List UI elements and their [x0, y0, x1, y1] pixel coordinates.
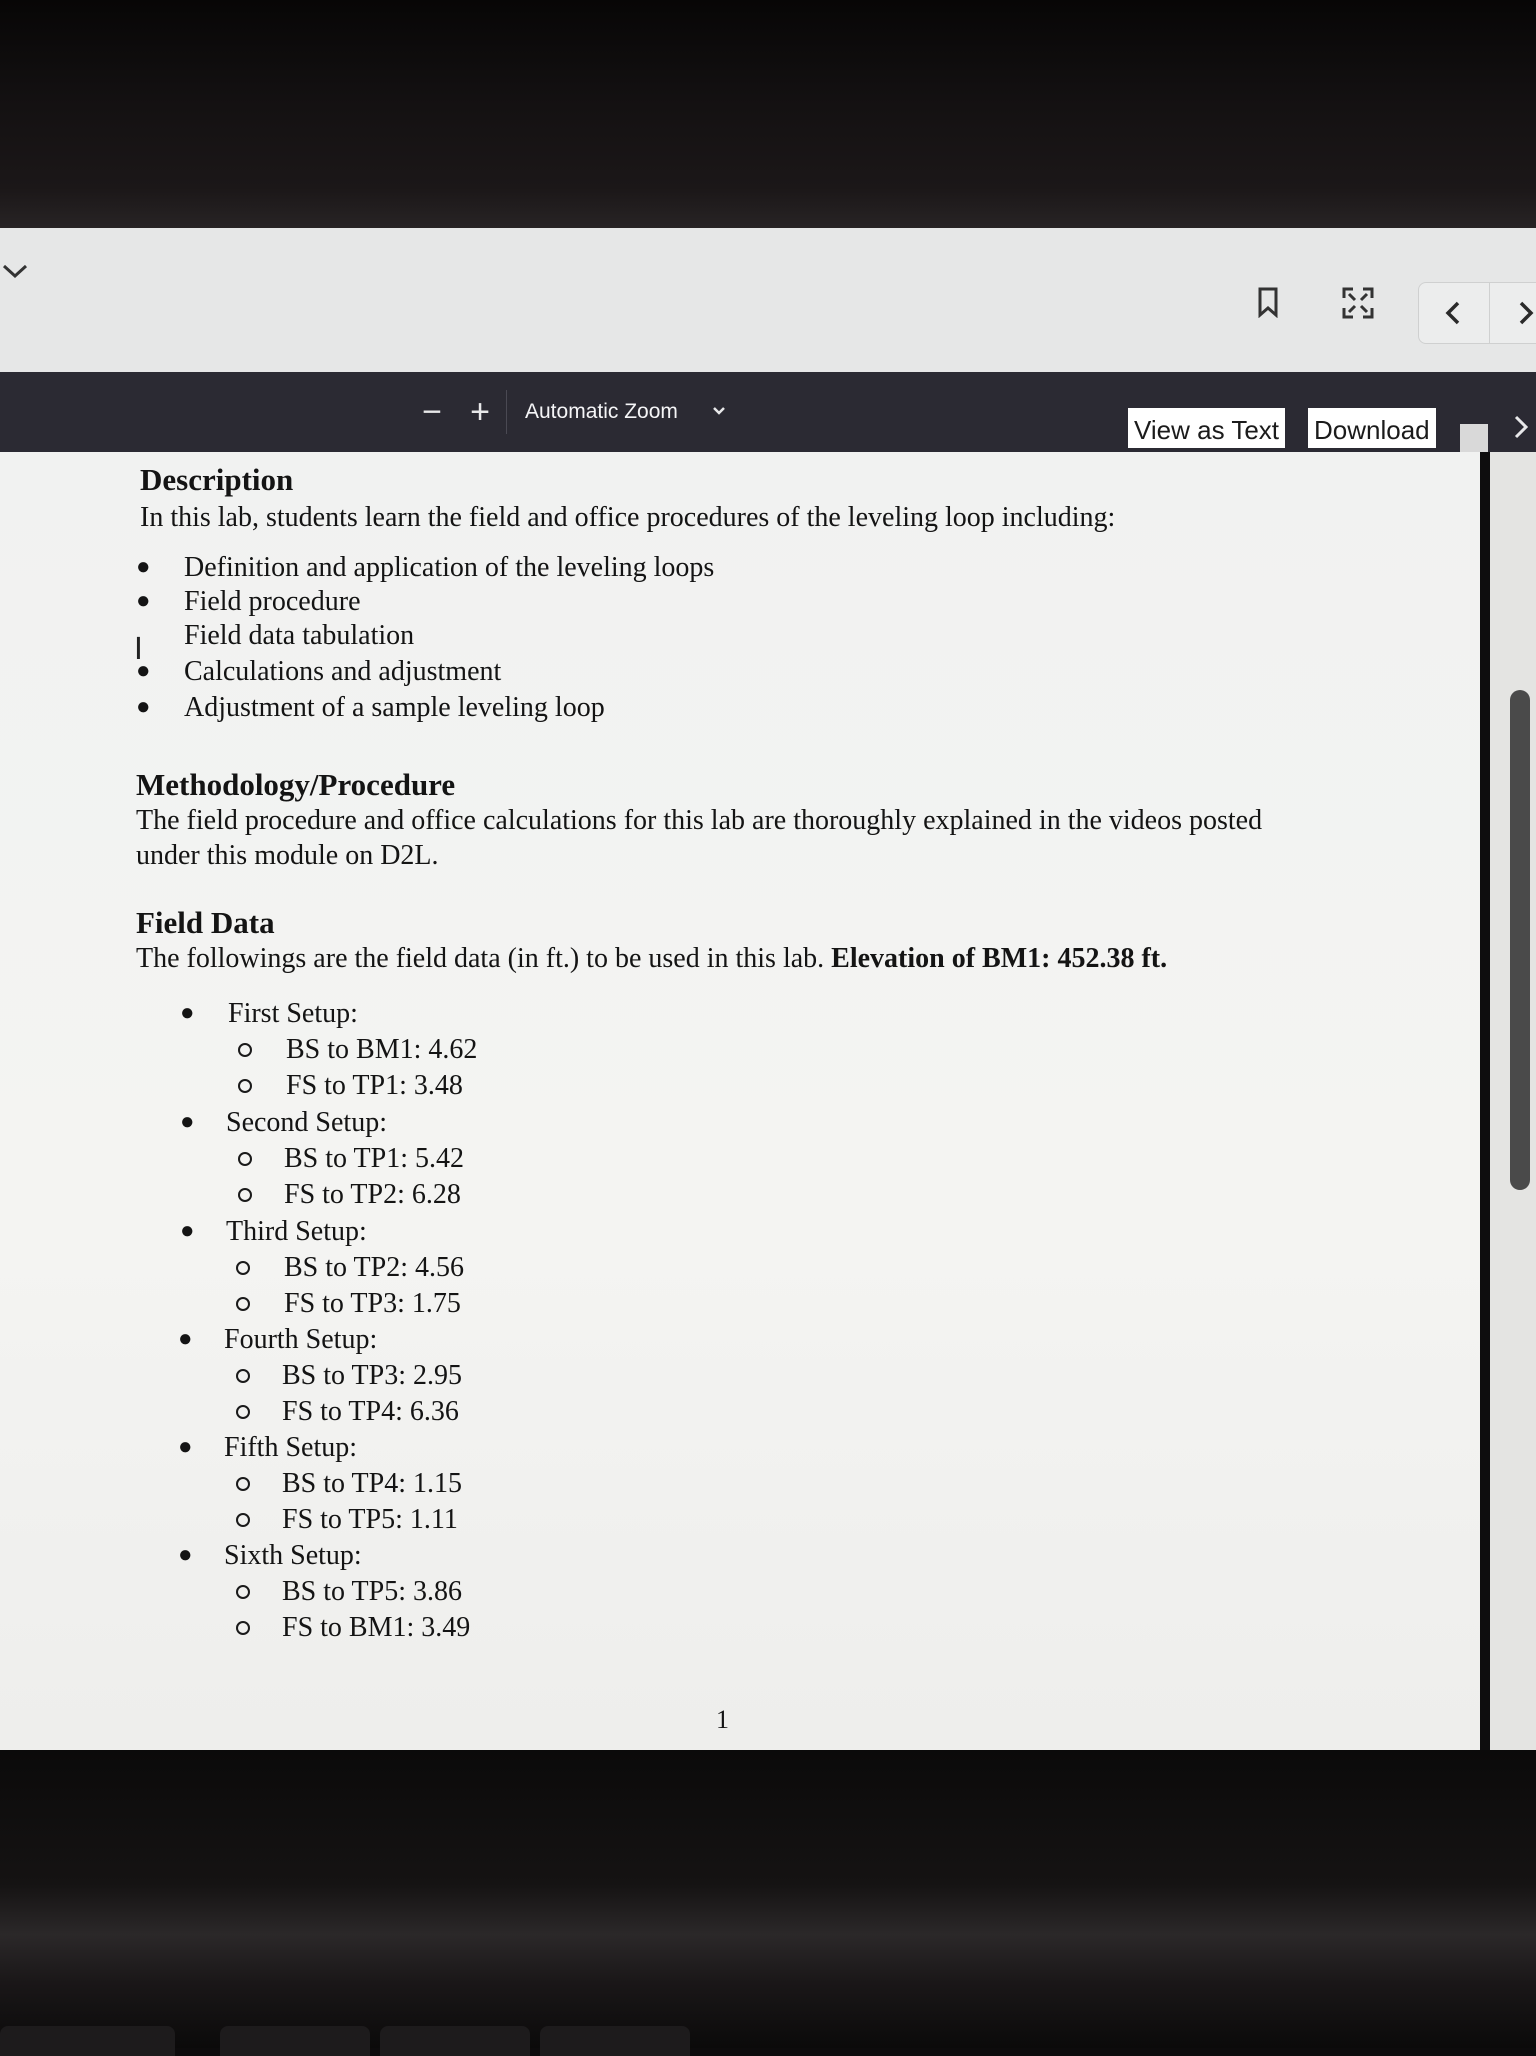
bullet-icon: ●: [180, 1000, 195, 1026]
zoom-select[interactable]: [506, 390, 736, 434]
pdf-toolbar: [0, 372, 1536, 452]
bullet-icon: ●: [180, 1218, 195, 1244]
circle-bullet-icon: [238, 1043, 252, 1057]
field-data-intro-text: The followings are the field data (in ft.) to be used in this lab.: [136, 943, 825, 974]
view-as-text-button[interactable]: View as Text: [1126, 406, 1287, 450]
bullet-icon: ●: [136, 658, 151, 684]
screen-bezel-bottom: [0, 1750, 1536, 2048]
bullet-icon: ●: [136, 588, 151, 614]
setup-label: Second Setup:: [226, 1107, 387, 1138]
dock-item: [380, 2026, 530, 2056]
setup-label: Sixth Setup:: [224, 1540, 362, 1571]
chevron-left-icon[interactable]: [1419, 283, 1489, 343]
bullet-icon: ●: [136, 694, 151, 720]
page-number: 1: [716, 1705, 729, 1734]
chevron-down-icon[interactable]: [0, 256, 32, 292]
circle-bullet-icon: [236, 1621, 250, 1635]
reading-item: BS to TP1: 5.42: [284, 1143, 464, 1174]
reading-item: FS to TP5: 1.11: [282, 1504, 458, 1535]
list-item: Calculations and adjustment: [184, 656, 502, 687]
methodology-text-line: The field procedure and office calculations for this lab are thoroughly explained in the videos posted: [136, 805, 1263, 836]
bullet-icon: ●: [136, 554, 151, 580]
fullscreen-icon[interactable]: [1336, 286, 1380, 326]
pdf-page: [0, 452, 1480, 1752]
reading-item: FS to TP4: 6.36: [282, 1396, 459, 1427]
circle-bullet-icon: [236, 1369, 250, 1383]
bm1-elevation: Elevation of BM1: 452.38 ft.: [831, 943, 1168, 974]
bullet-icon: ●: [178, 1434, 193, 1460]
browser-toolbar: [0, 228, 1536, 378]
setup-label: Fifth Setup:: [224, 1432, 358, 1463]
zoom-out-button[interactable]: −: [422, 393, 442, 431]
reading-item: FS to TP2: 6.28: [284, 1179, 461, 1210]
bookmark-icon[interactable]: [1246, 286, 1290, 326]
chevron-down-icon: [711, 390, 727, 434]
circle-bullet-icon: [236, 1261, 250, 1275]
reading-item: BS to TP5: 3.86: [282, 1576, 462, 1607]
field-data-heading: Field Data: [136, 905, 275, 940]
circle-bullet-icon: [238, 1152, 252, 1166]
setup-label: First Setup:: [228, 998, 358, 1029]
list-item: Adjustment of a sample leveling loop: [184, 692, 605, 723]
reading-item: BS to BM1: 4.62: [286, 1034, 478, 1065]
field-data-intro: [136, 943, 1167, 975]
bullet-icon: ●: [180, 1109, 195, 1135]
methodology-text-line: under this module on D2L.: [136, 840, 439, 871]
circle-bullet-icon: [236, 1477, 250, 1491]
page-nav-group: [1418, 282, 1536, 344]
setup-label: Fourth Setup:: [224, 1324, 378, 1355]
description-intro: In this lab, students learn the field and office procedures of the leveling loop including:: [140, 502, 1116, 533]
dock-item: [0, 2026, 175, 2056]
download-button[interactable]: Download: [1306, 406, 1438, 450]
reading-item: FS to TP1: 3.48: [286, 1070, 463, 1101]
reading-item: FS to TP3: 1.75: [284, 1288, 461, 1319]
chevron-right-icon[interactable]: [1510, 412, 1532, 451]
bullet-icon: ●: [178, 1542, 193, 1568]
text-cursor-icon: I: [134, 632, 143, 667]
dock-item: [540, 2026, 690, 2056]
reading-item: BS to TP2: 4.56: [284, 1252, 464, 1283]
circle-bullet-icon: [238, 1079, 252, 1093]
screen-bezel-top: [0, 0, 1536, 235]
dock-item: [220, 2026, 370, 2056]
scrollbar-thumb[interactable]: [1510, 690, 1530, 1190]
description-heading: Description: [140, 462, 294, 497]
circle-bullet-icon: [238, 1188, 252, 1202]
circle-bullet-icon: [236, 1405, 250, 1419]
bullet-icon: ●: [178, 1326, 193, 1352]
setup-label: Third Setup:: [226, 1216, 367, 1247]
zoom-in-button[interactable]: +: [470, 393, 490, 431]
circle-bullet-icon: [236, 1585, 250, 1599]
reading-item: FS to BM1: 3.49: [282, 1612, 471, 1643]
list-item: Definition and application of the leveling loops: [184, 552, 715, 583]
chevron-right-icon[interactable]: [1489, 283, 1536, 343]
list-item: Field data tabulation: [184, 620, 415, 651]
circle-bullet-icon: [236, 1513, 250, 1527]
zoom-select-value: Automatic Zoom: [525, 400, 678, 423]
methodology-heading: Methodology/Procedure: [136, 767, 456, 802]
reading-item: BS to TP4: 1.15: [282, 1468, 462, 1499]
list-item: Field procedure: [184, 586, 361, 617]
reading-item: BS to TP3: 2.95: [282, 1360, 462, 1391]
circle-bullet-icon: [236, 1297, 250, 1311]
checkbox-icon[interactable]: [1460, 424, 1488, 452]
